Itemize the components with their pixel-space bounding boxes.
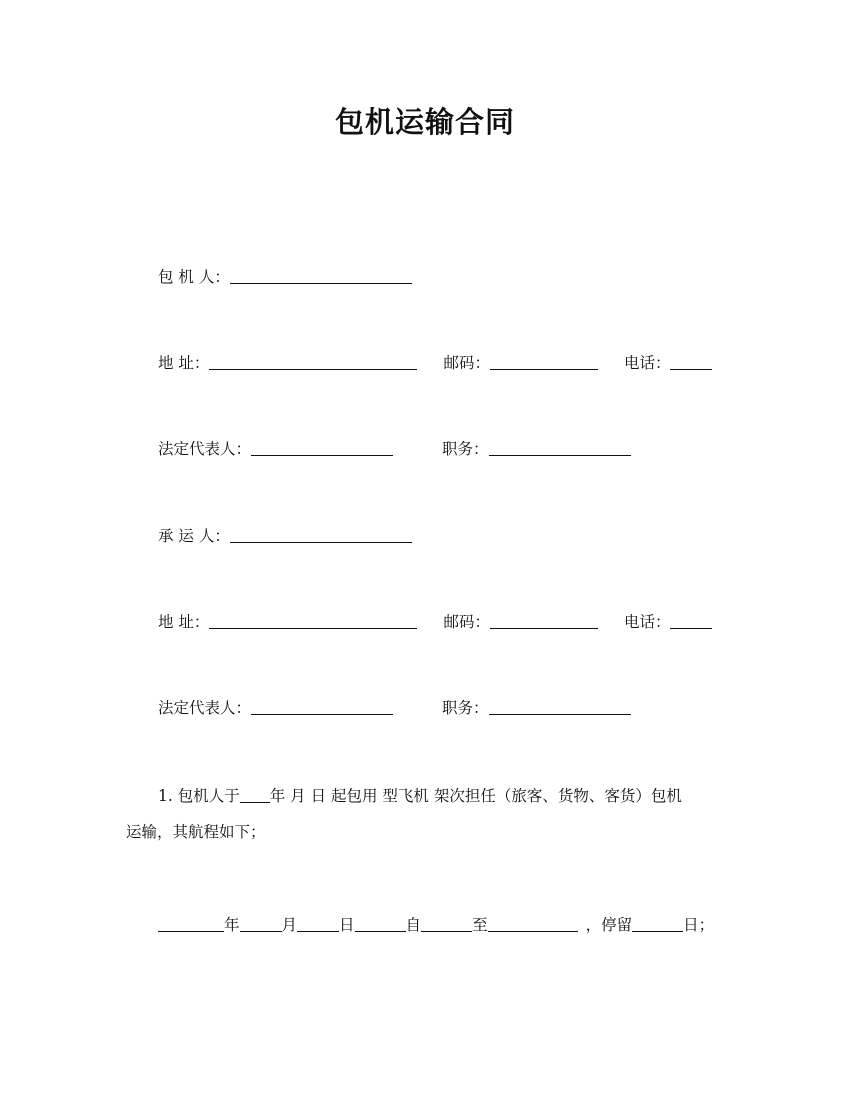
carrier-rep-label: 法定代表人： (158, 699, 252, 717)
charterer-name-label: 包 机 人： (158, 268, 230, 286)
schedule-year-field[interactable] (158, 914, 224, 932)
carrier-name-field[interactable] (230, 525, 412, 543)
charterer-address-field[interactable] (209, 352, 417, 370)
carrier-name-row (158, 524, 412, 548)
schedule-row (158, 913, 714, 937)
carrier-address-row (158, 610, 712, 634)
schedule-month-label: 月 (281, 916, 298, 934)
clause-1-text-c: 运输，其航程如下； (126, 823, 266, 841)
carrier-position-field[interactable] (489, 697, 631, 715)
charterer-position-label: 职务： (442, 440, 489, 458)
schedule-time-field[interactable] (355, 914, 406, 932)
schedule-month-field[interactable] (240, 914, 282, 932)
clause-1-text-b: 年 月 日 起包用 型飞机 架次担任（旅客、货物、客货）包机 (269, 787, 682, 805)
charterer-postcode-label: 邮码： (443, 354, 490, 372)
clause-1 (126, 778, 726, 850)
charterer-rep-label: 法定代表人： (158, 440, 252, 458)
schedule-day-end-label: 日； (683, 916, 715, 934)
schedule-to-field[interactable] (488, 914, 578, 932)
charterer-rep-row (158, 437, 631, 461)
schedule-to-label: 至 (472, 916, 488, 934)
charterer-address-label: 地 址： (158, 354, 210, 372)
carrier-position-label: 职务： (442, 699, 489, 717)
charterer-postcode-field[interactable] (490, 352, 598, 370)
clause-1-year-field[interactable] (240, 785, 270, 803)
charterer-name-row (158, 265, 412, 289)
schedule-stay-field[interactable] (632, 914, 683, 932)
schedule-day-label: 日 (339, 916, 355, 934)
charterer-position-field[interactable] (489, 438, 631, 456)
schedule-stay-label: ，停留 (585, 916, 633, 934)
charterer-phone-field[interactable] (670, 352, 712, 370)
carrier-postcode-field[interactable] (490, 611, 598, 629)
schedule-from-field[interactable] (421, 914, 472, 932)
charterer-name-field[interactable] (230, 266, 412, 284)
charterer-phone-label: 电话： (623, 354, 671, 372)
charterer-address-row (158, 351, 712, 375)
carrier-postcode-label: 邮码： (443, 613, 490, 631)
carrier-name-label: 承 运 人： (158, 527, 230, 545)
clause-1-text-a: 1. 包机人于 (158, 787, 240, 805)
schedule-from-label: 自 (405, 916, 422, 934)
schedule-year-label: 年 (224, 916, 240, 934)
carrier-address-label: 地 址： (158, 613, 210, 631)
charterer-rep-field[interactable] (251, 438, 393, 456)
schedule-day-field[interactable] (297, 914, 339, 932)
carrier-phone-label: 电话： (623, 613, 671, 631)
carrier-address-field[interactable] (209, 611, 417, 629)
carrier-phone-field[interactable] (670, 611, 712, 629)
carrier-rep-field[interactable] (251, 697, 393, 715)
document-title: 包机运输合同 (334, 105, 515, 139)
carrier-rep-row (158, 696, 631, 720)
